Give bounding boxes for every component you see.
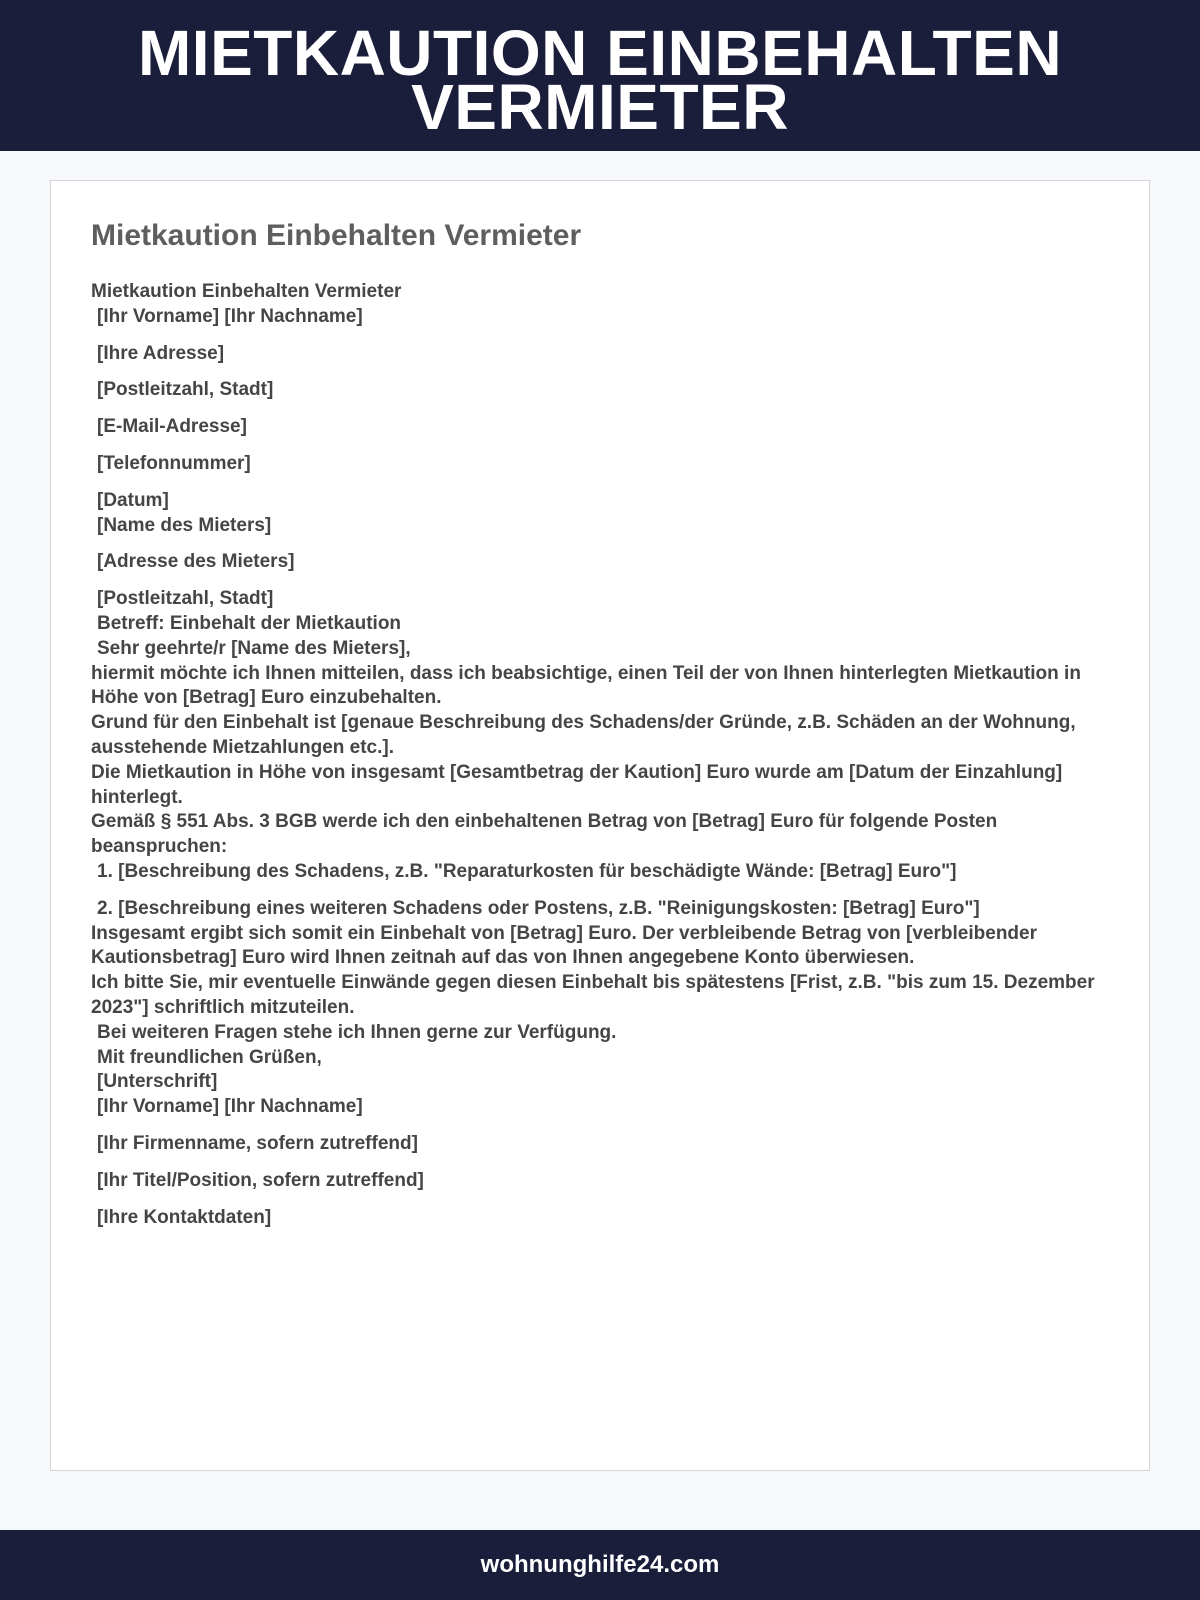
signer-contact: [Ihre Kontaktdaten]: [97, 1206, 272, 1228]
letter-list-item: 1. [Beschreibung des Schadens, z.B. "Reparaturkosten für beschädigte Wände: [Betrag] Euro"]: [97, 860, 957, 882]
letter-paragraph: Insgesamt ergibt sich somit ein Einbehalt von [Betrag] Euro. Der verbleibende Betrag von [verbleibender Kautionsbetrag] Euro wird Ihnen zeitnah auf das von Ihnen angegebene Konto überwiesen.: [91, 922, 1037, 969]
letter-card: [50, 180, 1150, 1471]
letter-salutation: Sehr geehrte/r [Name des Mieters],: [97, 637, 411, 659]
letter-greeting: Mit freundlichen Grüßen,: [97, 1046, 322, 1068]
letter-paragraph: Ich bitte Sie, mir eventuelle Einwände gegen diesen Einbehalt bis spätestens [Frist, z.B. "bis zum 15. Dezember 2023"] schriftlich mitzuteilen.: [91, 972, 1095, 1018]
page-title: MIETKAUTION EINBEHALTEN VERMIETER: [137, 17, 1063, 143]
footer-bar: [0, 1530, 1200, 1600]
sender-email: [E-Mail-Adresse]: [97, 416, 247, 438]
signer-name: [Ihr Vorname] [Ihr Nachname]: [97, 1096, 363, 1118]
letter-paragraph: Grund für den Einbehalt ist [genaue Beschreibung des Schadens/der Gründe, z.B. Schäden an der Wohnung, ausstehende Mietzahlungen etc.].: [91, 712, 1076, 758]
letter-paragraph: Gemäß § 551 Abs. 3 BGB werde ich den einbehaltenen Betrag von [Betrag] Euro für folgende Posten beanspruchen:: [91, 811, 998, 858]
letter-date: [Datum]: [97, 489, 169, 511]
letter-subject: Betreff: Einbehalt der Mietkaution: [97, 612, 402, 634]
signer-company: [Ihr Firmenname, sofern zutreffend]: [97, 1132, 418, 1154]
sender-phone: [Telefonnummer]: [97, 452, 251, 474]
letter-paragraph: Die Mietkaution in Höhe von insgesamt [Gesamtbetrag der Kaution] Euro wurde am [Datum der Einzahlung] hinterlegt.: [91, 761, 1063, 808]
letter-paragraph: hiermit möchte ich Ihnen mitteilen, dass ich beabsichtige, einen Teil der von Ihnen hinterlegten Mietkaution in Höhe von [Betrag] Euro einzubehalten.: [91, 662, 1081, 709]
signer-title: [Ihr Titel/Position, sofern zutreffend]: [97, 1169, 424, 1191]
sender-postal-city: [Postleitzahl, Stadt]: [97, 379, 274, 401]
tenant-name: [Name des Mieters]: [97, 514, 272, 536]
card-title: Mietkaution Einbehalten Vermieter: [91, 219, 582, 252]
tenant-postal-city: [Postleitzahl, Stadt]: [97, 588, 274, 610]
letter-heading: Mietkaution Einbehalten Vermieter: [91, 281, 402, 302]
header-banner: [0, 0, 1200, 151]
letter-closing-note: Bei weiteren Fragen stehe ich Ihnen gerne zur Verfügung.: [97, 1021, 617, 1043]
sender-address: [Ihre Adresse]: [97, 342, 225, 364]
sender-name: [Ihr Vorname] [Ihr Nachname]: [97, 305, 363, 327]
letter-body: [91, 280, 1101, 1230]
footer-site-name: wohnunghilfe24.com: [480, 1551, 720, 1578]
tenant-address: [Adresse des Mieters]: [97, 551, 295, 573]
letter-list-item: 2. [Beschreibung eines weiteren Schadens oder Postens, z.B. "Reinigungskosten: [Betrag] Euro"]: [97, 897, 980, 919]
letter-signature: [Unterschrift]: [97, 1071, 218, 1093]
